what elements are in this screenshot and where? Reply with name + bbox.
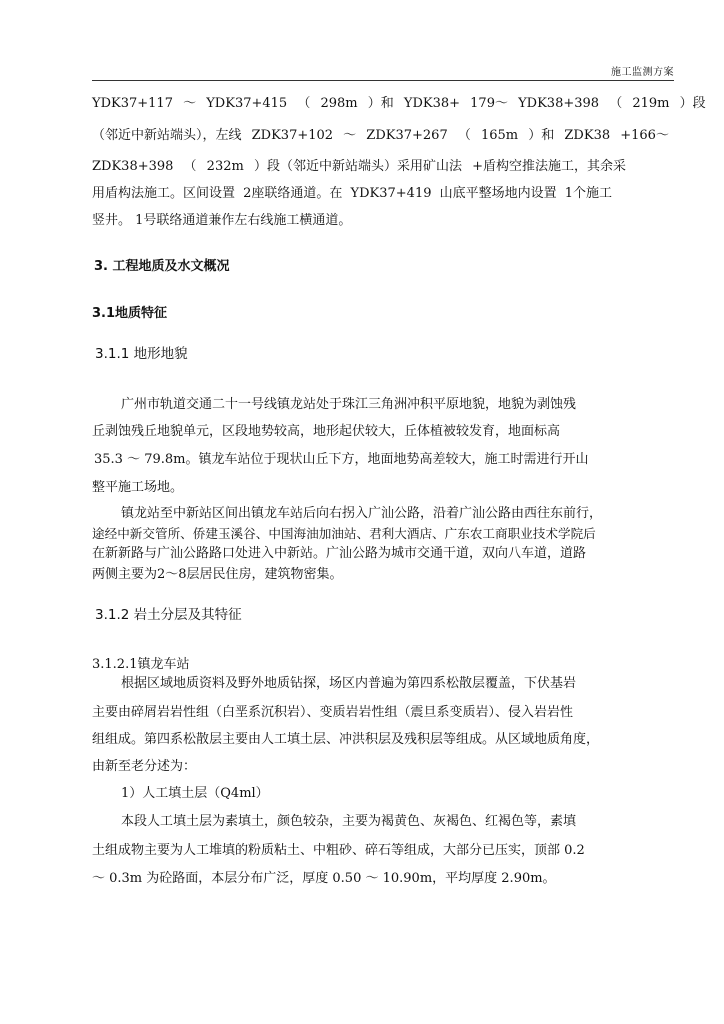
paragraph-line: 整平施工场地。 bbox=[92, 480, 184, 495]
paragraph-line: 广州市轨道交通二十一号线镇龙站处于珠江三角洲冲积平原地貌，地貌为剥蚀残 bbox=[121, 397, 577, 412]
section-heading: 3.1.2.1镇龙车站 bbox=[92, 657, 190, 672]
paragraph-line: 由新至老分述为： bbox=[92, 759, 197, 774]
paragraph-line: 35.3 ～ 79.8m。镇龙车站位于现状山丘下方，地面地势高差较大，施工时需进行开山 bbox=[94, 452, 589, 467]
intro-line: 竖井。 1号联络通道兼作左右线施工横通道。 bbox=[92, 213, 352, 228]
section-heading: 3.1.2 岩土分层及其特征 bbox=[95, 607, 242, 623]
paragraph-line: 镇龙站至中新站区间出镇龙车站后向右拐入广汕公路，沿着广汕公路由西往东前行， bbox=[121, 506, 603, 521]
paragraph-line: 土组成物主要为人工堆填的粉质粘土、中粗砂、碎石等组成，大部分已压实，顶部 0.2 bbox=[92, 843, 585, 858]
intro-line: ZDK38+398 （ 232m ）段（邻近中新站端头）采用矿山法 +盾构空推法施工，其余采 bbox=[92, 159, 626, 174]
list-item-title: 1）人工填土层（Q4ml） bbox=[121, 786, 269, 801]
page-header bbox=[92, 60, 674, 81]
header-title: 施工监测方案 bbox=[611, 67, 674, 78]
section-heading: 3.1.1 地形地貌 bbox=[95, 346, 188, 362]
intro-line: 用盾构法施工。区间设置 2座联络通道。在 YDK37+419 山底平整场地内设置 1个施工 bbox=[92, 186, 613, 201]
paragraph-line: 根据区域地质资料及野外地质钻探，场区内普遍为第四系松散层覆盖，下伏基岩 bbox=[121, 676, 577, 691]
intro-line: （邻近中新站端头），左线 ZDK37+102 ～ ZDK37+267 （ 165m ）和 ZDK38 +166～ bbox=[92, 128, 669, 143]
section-heading: 3.1地质特征 bbox=[92, 306, 168, 321]
intro-line: YDK37+117 ～ YDK37+415 （ 298m ）和 YDK38+ 179～ YDK38+398 （ 219m ）段 bbox=[92, 96, 706, 111]
paragraph-line: ～ 0.3m 为砼路面，本层分布广泛，厚度 0.50 ～ 10.90m，平均厚度 2.90m。 bbox=[92, 871, 556, 886]
paragraph-line: 主要由碎屑岩岩性组（白垩系沉积岩）、变质岩岩性组（震旦系变质岩）、侵入岩岩性 bbox=[92, 705, 574, 720]
paragraph-line: 本段人工填土层为素填土，颜色较杂，主要为褐黄色、灰褐色、红褐色等，素填 bbox=[121, 814, 577, 829]
paragraph-line: 丘剥蚀残丘地貌单元，区段地势较高，地形起伏较大，丘体植被较发育，地面标高 bbox=[92, 424, 561, 439]
section-heading: 3. 工程地质及水文概况 bbox=[94, 259, 230, 274]
paragraph-line: 组组成。第四系松散层主要由人工填土层、冲洪积层及残积层等组成。从区域地质角度， bbox=[92, 732, 600, 747]
paragraph-line: 途经中新交管所、侨建玉溪谷、中国海油加油站、君利大酒店、广东农工商职业技术学院后 bbox=[92, 526, 596, 541]
paragraph-line: 在新新路与广汕公路路口处进入中新站。广汕公路为城市交通干道，双向八车道，道路 bbox=[92, 546, 587, 561]
paragraph-line: 两侧主要为2～8层居民住房，建筑物密集。 bbox=[92, 567, 343, 582]
